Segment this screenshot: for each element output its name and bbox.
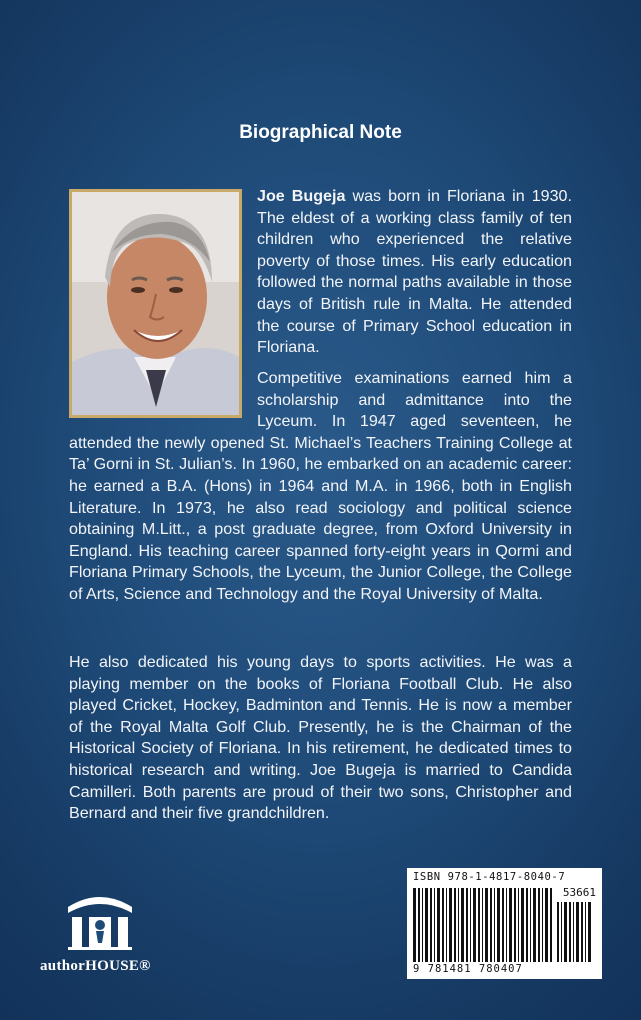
bio-paragraph-2: Competitive examinations earned him a scholarship and admittance into the Lyceum. In 1947 aged seventeen, he attended the newly opened St. Michael’s Teachers Training College at Ta’ Gorni in St. Julian’s. In 1960, he embarked on an academic career: he earned a B.A. (Hons) in 1964 and M.A. in 1966, both in English Literature. In 1973, he also read sociology and political science obtaining M.Litt., a post graduate degree, from Oxford University in England. His teaching career spanned forty-eight years in Qormi and Floriana Primary Schools, the Lyceum, the Junior College, the College of Arts, Science and Technology and the Royal University of Malta. bbox=[69, 369, 572, 603]
bio-paragraph-1: Joe Bugeja was born in Floriana in 1930. The eldest of a working class family of ten children who experienced the relative poverty of those times. His early education followed the normal paths available in those days of British rule in Malta. He attended the course of Primary School education in Floriana. bbox=[257, 187, 572, 357]
barcode-bars bbox=[413, 888, 553, 962]
price-code: 53661 bbox=[562, 886, 596, 899]
author-name: Joe Bugeja bbox=[257, 187, 346, 205]
page-title: Biographical Note bbox=[239, 122, 402, 143]
publisher-logo bbox=[50, 885, 150, 955]
barcode-digits: 9 781481 780407 bbox=[413, 963, 523, 975]
price-barcode-bars bbox=[557, 902, 592, 962]
publisher-name: authorHOUSE® bbox=[40, 958, 151, 974]
bio-paragraph-3: He also dedicated his young days to sports activities. He was a playing member on the books of Floriana Football Club. He also played Cricket, Hockey, Badminton and Tennis. He is now a member of the Royal Malta Golf Club. Presently, he is the Chairman of the Historical Society of Floriana. In his retirement, he dedicated times to historical research and writing. Joe Bugeja is married to Candida Camilleri. Both parents are proud of their two sons, Christopher and Bernard and their five grandchildren. bbox=[69, 653, 572, 823]
book-house-icon bbox=[50, 885, 150, 955]
isbn-barcode bbox=[407, 868, 602, 979]
isbn-number: ISBN 978-1-4817-8040-7 bbox=[413, 871, 566, 883]
